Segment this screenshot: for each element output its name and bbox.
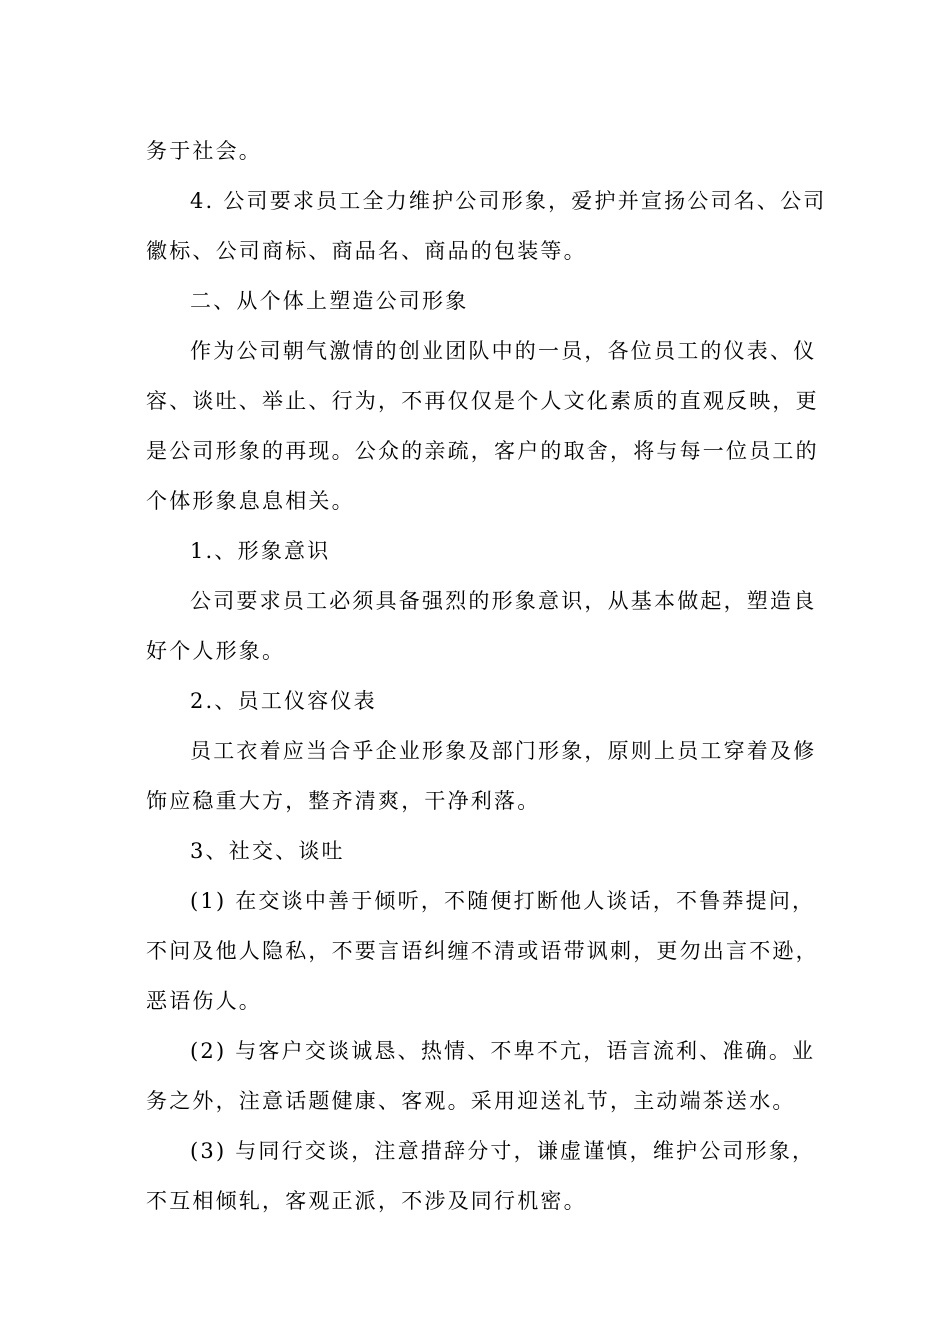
text-line: 员工衣着应当合乎企业形象及部门形象，原则上员工穿着及修 <box>190 739 817 763</box>
text-line: (2) 与客户交谈诚恳、热情、不卑不亢，语言流利、准确。业 <box>190 1039 816 1063</box>
text-line: 是公司形象的再现。公众的亲疏，客户的取舍，将与每一位员工的 <box>146 439 819 463</box>
text-line: 好个人形象。 <box>146 639 286 663</box>
text-line: 公司要求员工必须具备强烈的形象意识，从基本做起，塑造良 <box>190 589 817 613</box>
subsection-heading: 1.、形象意识 <box>190 539 331 563</box>
text-line: 徽标、公司商标、商品名、商品的包装等。 <box>146 239 587 263</box>
text-line: 作为公司朝气激情的创业团队中的一员，各位员工的仪表、仪 <box>190 339 817 363</box>
text-line: 务之外，注意话题健康、客观。采用迎送礼节，主动端茶送水。 <box>146 1089 796 1113</box>
text-line: 容、谈吐、举止、行为，不再仅仅是个人文化素质的直观反映，更 <box>146 389 819 413</box>
section-heading: 二、从个体上塑造公司形象 <box>190 289 469 313</box>
text-line: 务于社会。 <box>146 139 262 163</box>
text-line: (1) 在交谈中善于倾听，不随便打断他人谈话，不鲁莽提问， <box>190 889 816 913</box>
text-line: 不互相倾轧，客观正派，不涉及同行机密。 <box>146 1189 587 1213</box>
text-line: 个体形象息息相关。 <box>146 489 355 513</box>
subsection-heading: 2.、员工仪容仪表 <box>190 689 377 713</box>
subsection-heading: 3、社交、谈吐 <box>190 839 345 863</box>
text-line: (3) 与同行交谈，注意措辞分寸，谦虚谨慎，维护公司形象， <box>190 1139 816 1163</box>
text-line: 恶语伤人。 <box>146 989 262 1013</box>
text-line: 饰应稳重大方，整齐清爽，干净利落。 <box>146 789 541 813</box>
text-line: 不问及他人隐私，不要言语纠缠不清或语带讽刺，更勿出言不逊， <box>146 939 819 963</box>
text-line: 4. 公司要求员工全力维护公司形象，爱护并宣扬公司名、公司 <box>190 189 827 213</box>
